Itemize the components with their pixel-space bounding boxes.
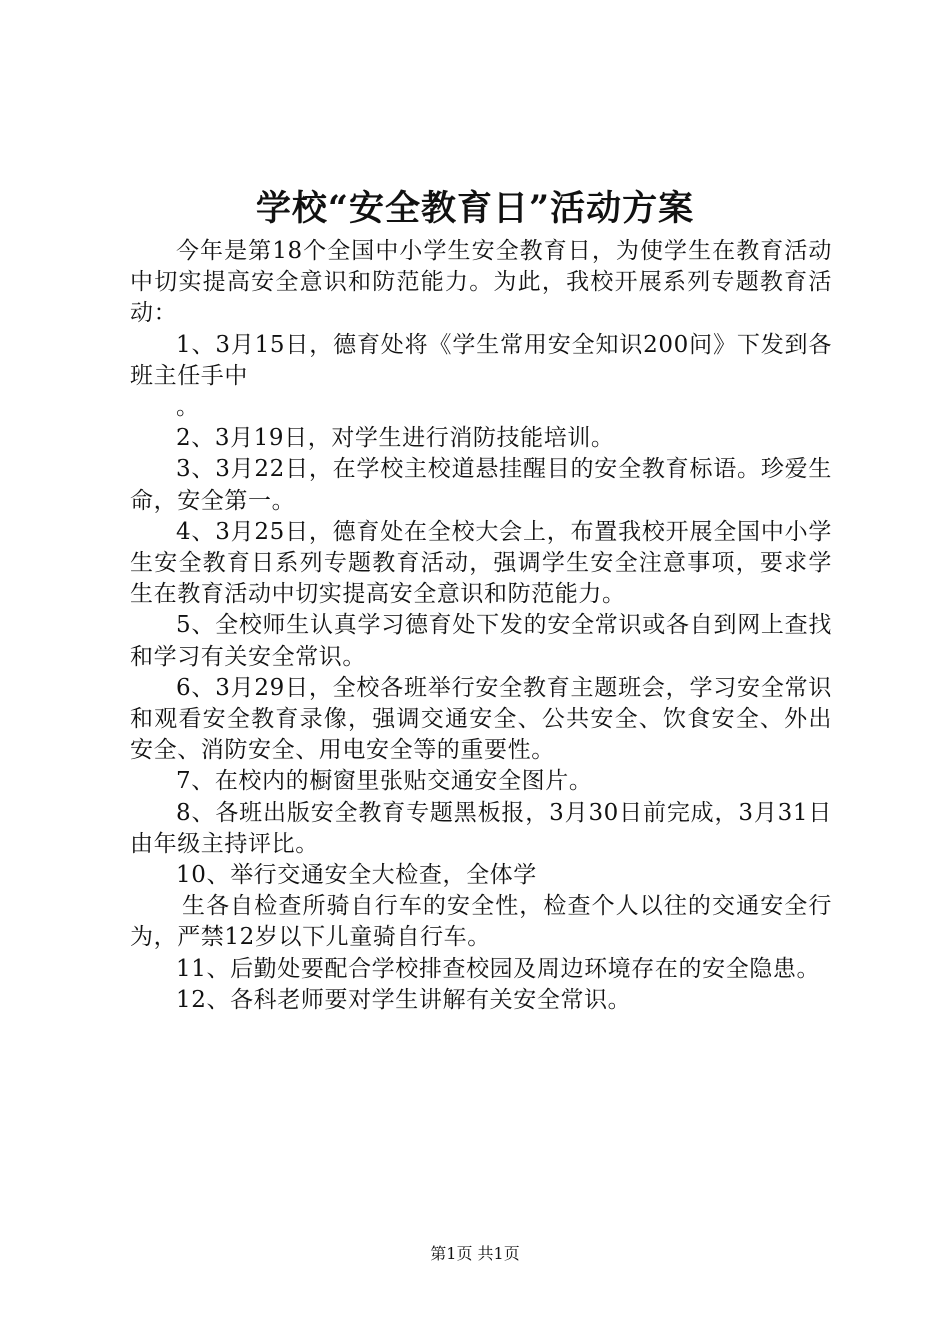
paragraph-item-4: 4、3月25日，德育处在全校大会上，布置我校开展全国中小学生安全教育日系列专题教育活动，强调学生安全注意事项，要求学生在教育活动中切实提高安全意识和防范能力。	[130, 518, 832, 608]
paragraph-item-6: 6、3月29日，全校各班举行安全教育主题班会，学习安全常识和观看安全教育录像，强调交通安全、公共安全、饮食安全、外出安全、消防安全、用电安全等的重要性。	[130, 674, 832, 764]
page-footer: 第1页 共1页	[430, 1244, 520, 1263]
paragraph-item-3: 3、3月22日，在学校主校道悬挂醒目的安全教育标语。珍爱生命，安全第一。	[130, 456, 832, 514]
paragraph-item-1-period: 。	[176, 394, 200, 421]
document-body	[130, 236, 832, 1016]
paragraph-item-10-continued: 生各自检查所骑自行车的安全性，检查个人以往的交通安全行为，严禁12岁以下儿童骑自行车。	[130, 893, 832, 951]
paragraph-item-5: 5、全校师生认真学习德育处下发的安全常识或各自到网上查找和学习有关安全常识。	[130, 612, 832, 670]
paragraph-item-1: 1、3月15日，德育处将《学生常用安全知识200问》下发到各班主任手中	[130, 331, 832, 389]
document-title: 学校“安全教育日”活动方案	[255, 188, 695, 229]
paragraph-item-10: 10、举行交通安全大检查，全体学	[176, 862, 537, 889]
paragraph-item-11: 11、后勤处要配合学校排查校园及周边环境存在的安全隐患。	[176, 955, 821, 982]
paragraph-item-7: 7、在校内的橱窗里张贴交通安全图片。	[176, 768, 593, 795]
paragraph-item-8: 8、各班出版安全教育专题黑板报，3月30日前完成，3月31日由年级主持评比。	[130, 799, 832, 857]
paragraph-item-12: 12、各科老师要对学生讲解有关安全常识。	[176, 986, 632, 1013]
paragraph-intro: 今年是第18个全国中小学生安全教育日，为使学生在教育活动中切实提高安全意识和防范能力。为此，我校开展系列专题教育活动：	[130, 238, 832, 327]
paragraph-item-2: 2、3月19日，对学生进行消防技能培训。	[176, 425, 615, 452]
